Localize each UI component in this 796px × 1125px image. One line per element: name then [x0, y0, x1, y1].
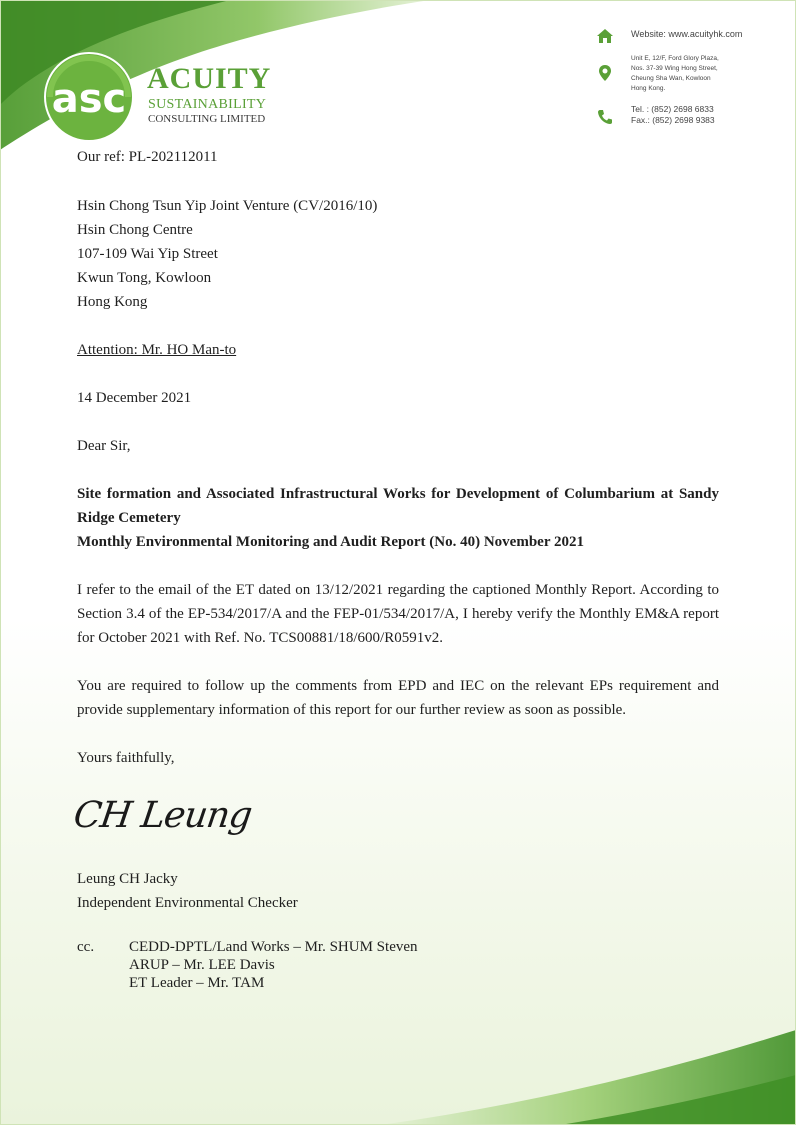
- home-icon: [596, 27, 614, 45]
- logo-letters: asc: [51, 76, 127, 122]
- cc-recipient: ARUP – Mr. LEE Davis: [129, 957, 275, 973]
- body-paragraph-2: You are required to follow up the comments from EPD and IEC on the relevant EPs requirement and provide supplementary information of this report for our further review as soon as possible.: [77, 678, 719, 718]
- address-line: Unit E, 12/F, Ford Glory Plaza,: [631, 55, 719, 62]
- closing: Yours faithfully,: [77, 750, 175, 766]
- subject-heading: Site formation and Associated Infrastructural Works for Development of Columbarium at Sandy Ridge Cemetery: [77, 486, 719, 526]
- acuity-logo-icon: [44, 52, 134, 142]
- brand-subtitle-2: CONSULTING LIMITED: [148, 113, 266, 125]
- address-line: Cheung Sha Wan, Kowloon: [631, 75, 711, 82]
- cc-label: cc.: [77, 939, 95, 955]
- phone-text: [631, 104, 715, 126]
- our-reference: Our ref: PL-202112011: [77, 149, 218, 165]
- handwritten-signature: CH Leung: [71, 795, 254, 836]
- cc-recipient: ET Leader – Mr. TAM: [129, 975, 265, 991]
- website-text[interactable]: Website: www.acuityhk.com: [631, 29, 743, 39]
- subject-report: Monthly Environmental Monitoring and Audit Report (No. 40) November 2021: [77, 534, 584, 550]
- recipient-line: 107-109 Wai Yip Street: [77, 246, 218, 262]
- salutation: Dear Sir,: [77, 438, 131, 454]
- cc-list: [129, 938, 418, 992]
- fax-number: Fax.: (852) 2698 9383: [631, 115, 715, 125]
- recipient-line: Hsin Chong Tsun Yip Joint Venture (CV/2016/10): [77, 198, 378, 214]
- recipient-line: Kwun Tong, Kowloon: [77, 270, 212, 286]
- brand-subtitle: SUSTAINABILITY: [148, 97, 267, 112]
- tel-number: Tel. : (852) 2698 6833: [631, 104, 714, 114]
- location-pin-icon: [596, 64, 614, 82]
- address-line: Nos. 37-39 Wing Hong Street,: [631, 65, 718, 72]
- cc-recipient: CEDD-DPTL/Land Works – Mr. SHUM Steven: [129, 939, 418, 955]
- letter-date: 14 December 2021: [77, 390, 192, 406]
- phone-icon: [596, 108, 614, 126]
- attention-line: Attention: Mr. HO Man-to: [77, 342, 237, 358]
- recipient-line: Hong Kong: [77, 294, 148, 310]
- brand-name: ACUITY: [147, 62, 272, 95]
- address-text: [631, 54, 719, 94]
- recipient-line: Hsin Chong Centre: [77, 222, 193, 238]
- signer-title: Independent Environmental Checker: [77, 895, 298, 911]
- body-paragraph-1: I refer to the email of the ET dated on 13/12/2021 regarding the captioned Monthly Report. According to Section 3.4 of the EP-534/2017/A and the FEP-01/534/2017/A, I hereby verify the Monthly EM&A report for October 2021 with Ref. No. TCS00881/18/600/R0591v2.: [77, 582, 719, 646]
- address-line: Hong Kong.: [631, 85, 666, 92]
- signer-name: Leung CH Jacky: [77, 871, 178, 887]
